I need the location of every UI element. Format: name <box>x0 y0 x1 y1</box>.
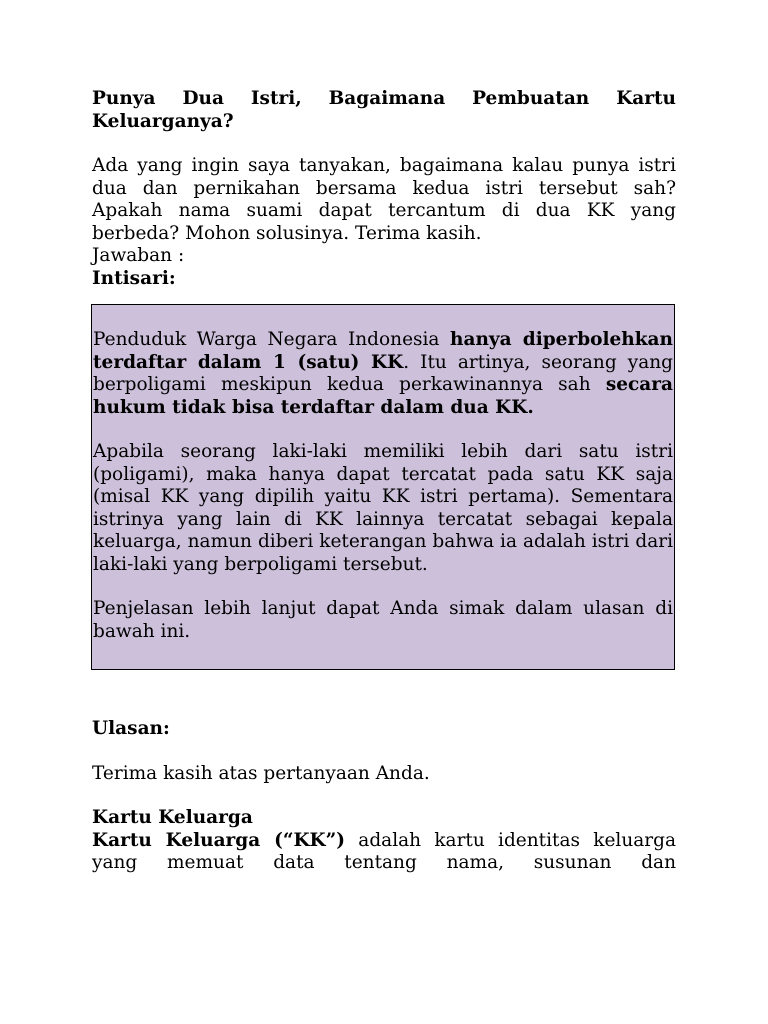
summary-label: Intisari: <box>92 267 176 289</box>
summary-paragraph-1 <box>92 329 674 419</box>
document-page <box>92 88 676 875</box>
summary-paragraph-3: Penjelasan lebih lanjut dapat Anda simak dalam ulasan di bawah ini. <box>93 598 673 642</box>
summary-paragraph-2: Apabila seorang laki-laki memiliki lebih dari satu istri (poligami), maka hanya dapat tercatat pada satu KK saja (misal KK yang dipilih yaitu KK istri pertama). Sementara istrinya yang lain di KK lainnya tercatat sebagai kepala keluarga, namun diberi keterangan bahwa ia adalah istri dari laki-laki yang berpoligami tersebut. <box>93 441 673 575</box>
review-heading: Ulasan: <box>92 718 170 739</box>
answer-label: Jawaban : <box>92 245 185 266</box>
review-text-rest: adalah kartu identitas keluarga yang memuat data tentang nama, susunan dan <box>92 829 676 873</box>
review-subheading: Kartu Keluarga <box>92 807 253 828</box>
question-paragraph: Ada yang ingin saya tanyakan, bagaimana kalau punya istri dua dan pernikahan bersama kedua istri tersebut sah? Apakah nama suami dapat tercantum di dua KK yang berbeda? Mohon solusinya. Terima kasih. <box>92 155 676 244</box>
summary-text-1c: . Itu artinya, seorang yang berpoligami meskipun kedua perkawinannya sah <box>93 351 674 395</box>
article-title: Punya Dua Istri, Bagaimana Pembuatan Kartu Keluarganya? <box>92 88 676 132</box>
summary-bold-1b: hanya diperbolehkan terdaftar dalam 1 (satu) KK <box>93 329 673 373</box>
summary-bold-1d: secara hukum tidak bisa terdaftar dalam dua KK. <box>93 374 673 418</box>
review-thanks: Terima kasih atas pertanyaan Anda. <box>92 762 430 784</box>
review-paragraph-1 <box>92 830 676 875</box>
summary-box <box>91 304 675 670</box>
summary-text-1a: Penduduk Warga Negara Indonesia <box>93 329 451 350</box>
review-bold-term: Kartu Keluarga (“KK”) <box>92 829 346 851</box>
